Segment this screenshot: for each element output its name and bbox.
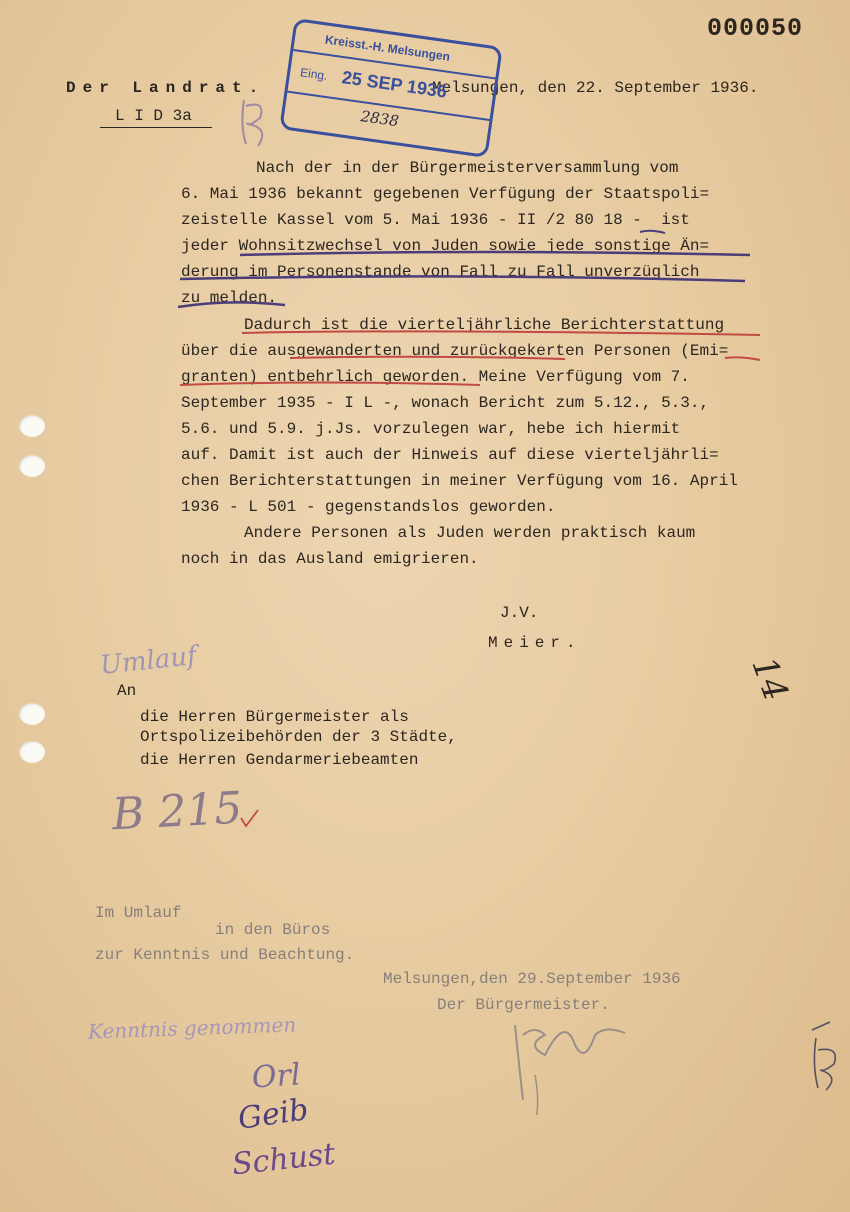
handwritten-initials: 14 xyxy=(743,651,796,707)
body-line: Andere Personen als Juden werden praktisch kaum xyxy=(244,524,696,542)
stamp-label: Eing. xyxy=(299,65,329,83)
sender-label: Der Landrat. xyxy=(66,79,266,97)
body-line: 5.6. und 5.9. j.Js. vorzulegen war, hebe ich hiermit xyxy=(181,420,681,438)
handwritten-name: Geib xyxy=(235,1092,311,1137)
mayor-signature-icon xyxy=(505,1005,635,1120)
pencil-mark-icon xyxy=(236,96,276,152)
red-underline-marks xyxy=(170,325,770,395)
body-line: granten) entbehrlich geworden. Meine Verfügung vom 7. xyxy=(181,368,690,386)
handwritten-kenntnis: Kenntnis genommen xyxy=(87,1012,297,1044)
circulation-line: in den Büros xyxy=(215,921,331,939)
body-line: Nach der in der Bürgermeisterversammlung vom xyxy=(256,159,679,177)
reference-underline xyxy=(100,127,212,128)
handwritten-reference: B 215 xyxy=(110,782,244,841)
punch-hole xyxy=(19,741,45,763)
pencil-mark-icon xyxy=(800,1020,845,1095)
body-line: zeistelle Kassel vom 5. Mai 1936 - II /2 80 18 - ist xyxy=(181,211,690,229)
punch-hole xyxy=(19,455,45,477)
stamp-date: 25 SEP 1936 xyxy=(340,67,449,102)
body-line: noch in das Ausland emigrieren. xyxy=(181,550,479,568)
body-line: September 1935 - I L -, wonach Bericht zum 5.12., 5.3., xyxy=(181,394,710,412)
place-date: Melsungen, den 22. September 1936. xyxy=(432,79,759,97)
circulation-line: zur Kenntnis und Beachtung. xyxy=(95,946,355,964)
handwritten-name: Orl xyxy=(250,1057,302,1096)
body-line: zu melden. xyxy=(181,289,278,307)
circulation-line: Im Umlauf xyxy=(95,904,182,922)
handwritten-name: Schust xyxy=(230,1136,337,1183)
handwritten-umlauf: Umlauf xyxy=(98,641,199,681)
addressee-line: die Herren Gendarmeriebeamten xyxy=(140,751,419,769)
body-line: Dadurch ist die vierteljährliche Berichterstattung xyxy=(244,316,725,334)
signature-jv: J.V. xyxy=(500,604,539,622)
punch-hole xyxy=(19,415,45,437)
body-line: 6. Mai 1936 bekannt gegebenen Verfügung der Staatspoli= xyxy=(181,185,710,203)
addressee-line: die Herren Bürgermeister als xyxy=(140,708,409,726)
body-line: jeder Wohnsitzwechsel von Juden sowie jede sonstige Än= xyxy=(181,237,710,255)
document-number: 000050 xyxy=(707,14,804,43)
body-line: chen Berichterstattungen in meiner Verfügung vom 16. April xyxy=(181,472,738,490)
reference-number: L I D 3a xyxy=(115,107,192,125)
body-line: über die ausgewanderten und zurückgekerten Personen (Emi= xyxy=(181,342,729,360)
purple-underline-marks xyxy=(170,225,770,320)
body-line: 1936 - L 501 - gegenstandslos geworden. xyxy=(181,498,556,516)
stamp-authority: Kreisst.-H. Melsungen xyxy=(324,32,451,64)
addressee-heading: An xyxy=(117,682,137,700)
body-line: derung im Personenstande von Fall zu Fall unverzüglich xyxy=(181,263,700,281)
body-line: auf. Damit ist auch der Hinweis auf diese vierteljährli= xyxy=(181,446,719,464)
receipt-stamp xyxy=(279,18,503,158)
stamp-number: 2838 xyxy=(359,107,400,131)
signature-name: Meier. xyxy=(488,634,582,652)
circulation-signer: Der Bürgermeister. xyxy=(437,996,610,1014)
addressee-line: Ortspolizeibehörden der 3 Städte, xyxy=(140,728,457,746)
check-mark-icon xyxy=(238,808,262,830)
punch-hole xyxy=(19,703,45,725)
circulation-place-date: Melsungen,den 29.September 1936 xyxy=(383,970,681,988)
